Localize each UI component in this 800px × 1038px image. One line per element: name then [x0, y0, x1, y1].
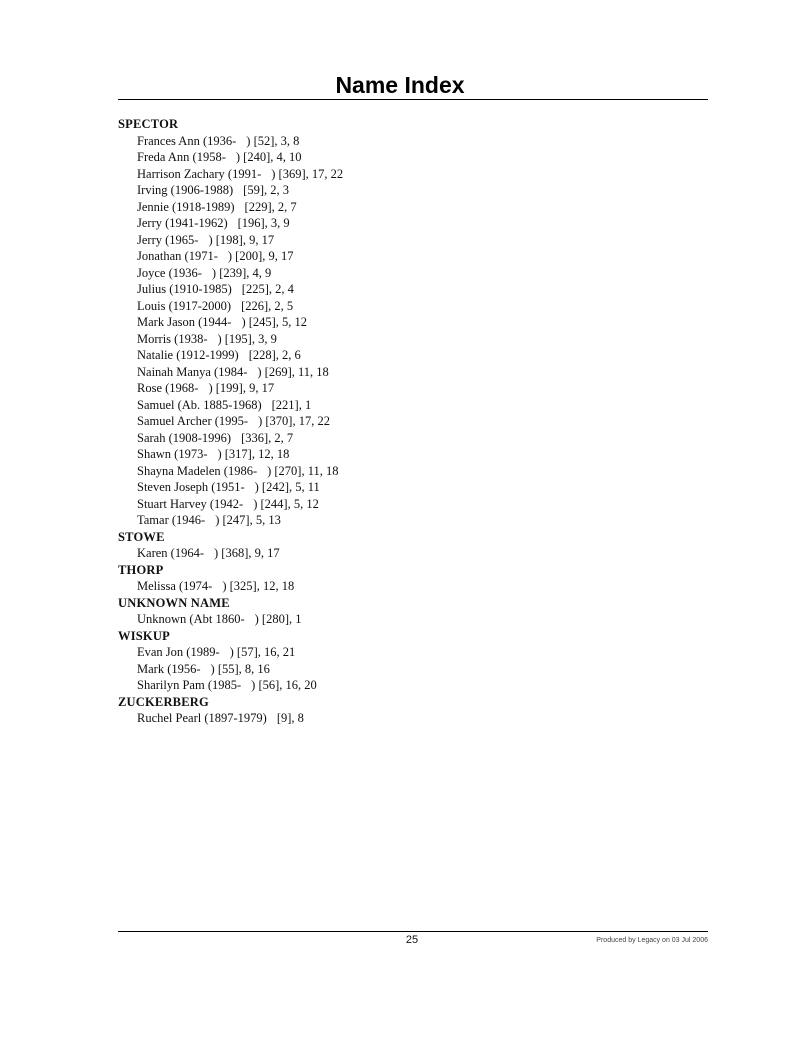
entry-name: Steven Joseph (1951-: [137, 480, 245, 494]
index-entry: [118, 133, 708, 150]
header-rule: [118, 99, 708, 100]
entry-reference: ) [370], 17, 22: [258, 414, 330, 428]
entry-reference: ) [242], 5, 11: [254, 480, 320, 494]
surname-heading: ZUCKERBERG: [118, 694, 209, 709]
entry-name: Melissa (1974-: [137, 579, 213, 593]
entry-name: Tamar (1946-: [137, 513, 206, 527]
entry-name: Freda Ann (1958-: [137, 150, 226, 164]
entry-name: Julius (1910-1985): [137, 282, 232, 296]
surname-heading: WISKUP: [118, 628, 170, 643]
surname-heading: STOWE: [118, 529, 165, 544]
index-entry: [118, 397, 708, 414]
entry-name: Joyce (1936-: [137, 265, 202, 280]
entry-name: Sarah (1908-1996): [137, 430, 232, 445]
surname-heading: SPECTOR: [118, 117, 179, 131]
entry-name: Natalie (1912-1999): [137, 348, 239, 362]
entry-reference: ) [239], 4, 9: [211, 265, 272, 280]
entry-name: Shayna Madelen (1986-: [137, 463, 258, 478]
entry-name: Nainah Manya (1984-: [137, 364, 248, 379]
index-entry: [118, 331, 708, 348]
entry-reference: ) [317], 12, 18: [217, 447, 290, 461]
entry-reference: ) [369], 17, 22: [271, 166, 344, 181]
index-entry: [118, 298, 708, 315]
entry-name: Morris (1938-: [137, 331, 208, 346]
index-entry: [118, 380, 708, 397]
entry-reference: ) [325], 12, 18: [222, 579, 295, 593]
entry-reference: [336], 2, 7: [241, 430, 294, 445]
entry-reference: ) [244], 5, 12: [253, 496, 319, 511]
entry-reference: ) [52], 3, 8: [246, 133, 300, 148]
entry-reference: [9], 8: [276, 711, 304, 725]
entry-reference: ) [199], 9, 17: [208, 381, 275, 395]
entry-reference: ) [269], 11, 18: [257, 364, 329, 379]
index-entry: [118, 215, 708, 232]
entry-name: Louis (1917-2000): [137, 298, 232, 313]
entry-name: Frances Ann (1936-: [137, 133, 237, 148]
entry-reference: ) [56], 16, 20: [251, 678, 317, 692]
index-entry: [118, 496, 708, 513]
page-title: Name Index: [335, 72, 465, 98]
entry-name: Harrison Zachary (1991-: [137, 166, 262, 181]
index-entry: [118, 545, 708, 562]
entry-reference: [59], 2, 3: [243, 183, 289, 197]
index-entry: [118, 166, 708, 183]
index-entry: [118, 446, 708, 463]
entry-reference: ) [55], 8, 16: [210, 661, 270, 676]
index-entry: [118, 248, 708, 265]
entry-name: Stuart Harvey (1942-: [137, 496, 244, 511]
entry-name: Evan Jon (1989-: [137, 645, 220, 659]
entry-reference: ) [368], 9, 17: [214, 546, 280, 560]
entry-name: Rose (1968-: [137, 381, 199, 395]
index-entry: [118, 182, 708, 199]
entry-reference: ) [200], 9, 17: [227, 249, 294, 263]
entry-reference: [228], 2, 6: [248, 348, 301, 362]
entry-reference: ) [240], 4, 10: [235, 150, 302, 164]
index-entry: [118, 430, 708, 447]
surname-heading: THORP: [118, 562, 164, 577]
index-entry: [118, 314, 708, 331]
entry-name: Unknown (Abt 1860-: [137, 612, 245, 626]
entry-reference: ) [270], 11, 18: [267, 463, 339, 478]
index-entry: [118, 149, 708, 166]
entry-name: Jerry (1965-: [137, 232, 199, 247]
entry-name: Jonathan (1971-: [137, 249, 218, 263]
entry-name: Shawn (1973-: [137, 447, 208, 461]
index-entry: [118, 479, 708, 496]
index-entry: [118, 578, 708, 595]
producer-note: Produced by Legacy on 03 Jul 2006: [596, 937, 708, 944]
index-entry: [118, 661, 708, 678]
surname-heading: UNKNOWN NAME: [118, 595, 230, 610]
entry-name: Jerry (1941-1962): [137, 216, 228, 230]
index-entry: [118, 232, 708, 249]
index-entry: [118, 199, 708, 216]
entry-reference: [225], 2, 4: [241, 282, 294, 296]
index-entry: [118, 710, 708, 727]
entry-name: Ruchel Pearl (1897-1979): [137, 711, 267, 725]
entry-reference: [226], 2, 5: [241, 298, 294, 313]
entry-reference: ) [247], 5, 13: [215, 513, 281, 527]
footer-rule: [118, 931, 708, 932]
entry-name: Mark Jason (1944-: [137, 315, 232, 329]
entry-reference: [196], 3, 9: [237, 216, 290, 230]
entry-name: Samuel (Ab. 1885-1968): [137, 397, 262, 412]
entry-reference: ) [198], 9, 17: [208, 232, 275, 247]
entry-reference: ) [245], 5, 12: [241, 315, 308, 329]
index-entry: [118, 644, 708, 661]
entry-reference: ) [280], 1: [254, 612, 302, 626]
entry-reference: [221], 1: [271, 397, 312, 412]
index-entry: [118, 265, 708, 282]
index-entry: [118, 347, 708, 364]
name-index-list: [118, 116, 708, 727]
index-entry: [118, 413, 708, 430]
index-entry: [118, 364, 708, 381]
entry-name: Mark (1956-: [137, 661, 201, 676]
index-entry: [118, 512, 708, 529]
entry-name: Sharilyn Pam (1985-: [137, 678, 242, 692]
index-entry: [118, 281, 708, 298]
index-entry: [118, 677, 708, 694]
index-entry: [118, 463, 708, 480]
entry-name: Irving (1906-1988): [137, 183, 234, 197]
entry-reference: ) [195], 3, 9: [217, 331, 277, 346]
page-number: 25: [405, 934, 419, 946]
entry-reference: [229], 2, 7: [244, 199, 297, 214]
entry-name: Jennie (1918-1989): [137, 199, 235, 214]
entry-reference: ) [57], 16, 21: [229, 645, 296, 659]
entry-name: Samuel Archer (1995-: [137, 414, 249, 428]
entry-name: Karen (1964-: [137, 546, 204, 560]
index-entry: [118, 611, 708, 628]
